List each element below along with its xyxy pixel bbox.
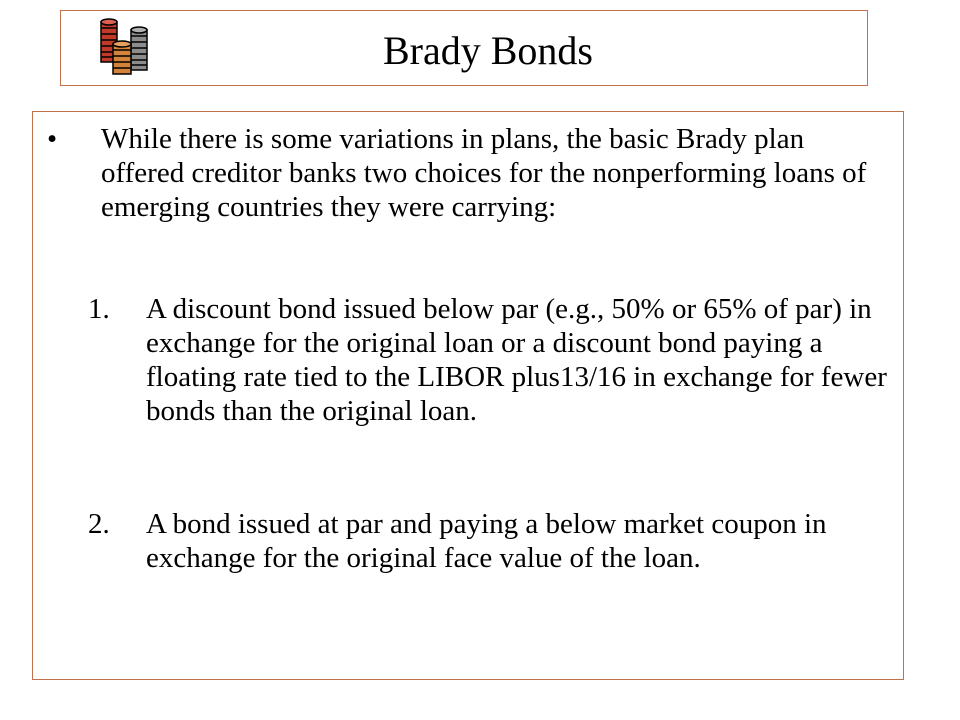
numbered-item-2 [88,507,896,575]
bullet-paragraph [47,122,887,224]
title-box [60,10,868,86]
item-text: A discount bond issued below par (e.g., 50% or 65% of par) in exchange for the original loan or a discount bond paying a floating rate tied to the LIBOR plus13/16 in exchange for fewer bonds than the original loan. [146,293,887,427]
item-number: 2. [88,508,110,540]
bullet-text: While there is some variations in plans, the basic Brady plan offered creditor banks two choices for the nonperforming loans of emerging countries they were carrying: [101,123,867,223]
item-number: 1. [88,293,110,325]
item-text: A bond issued at par and paying a below market coupon in exchange for the original face value of the loan. [146,508,827,574]
numbered-item-1 [88,292,896,428]
content-box [32,111,904,680]
bullet-symbol: • [47,123,58,155]
slide-title: Brady Bonds [383,28,593,73]
